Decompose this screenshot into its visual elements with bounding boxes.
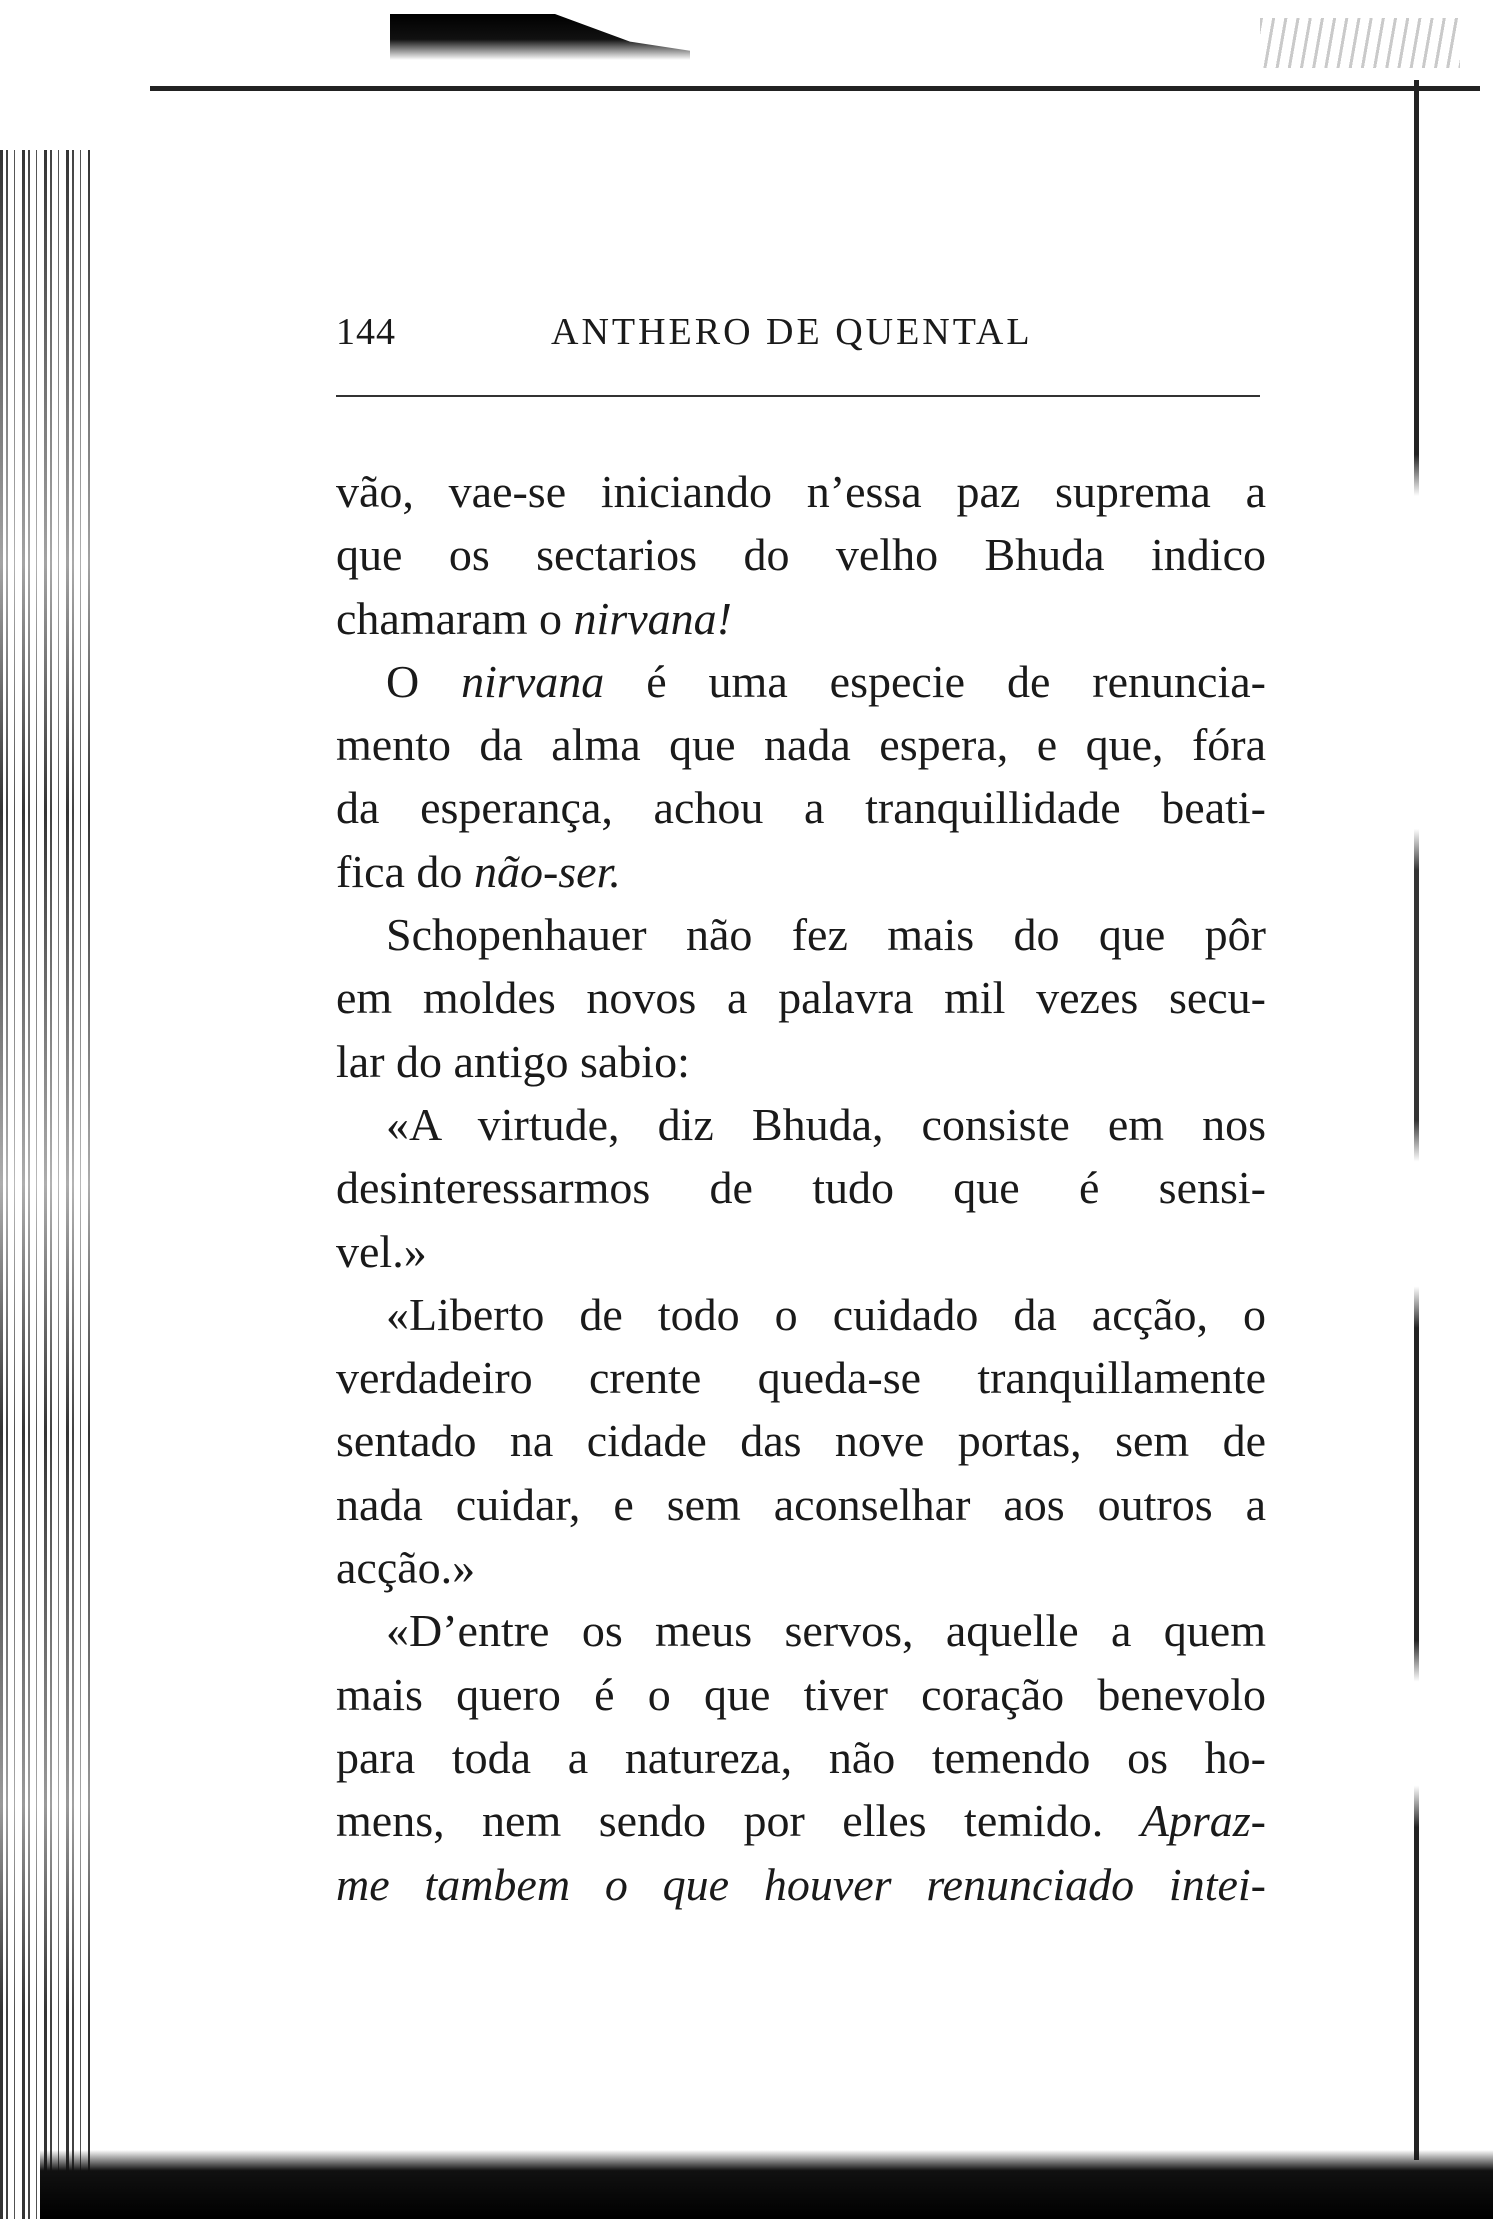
text-line	[336, 1473, 1266, 1536]
text-line	[336, 1726, 1266, 1789]
text-segment: lar do antigo sabio:	[336, 1035, 690, 1087]
text-line	[336, 1663, 1266, 1726]
italic-segment: Apraz-	[1140, 1795, 1266, 1847]
text-line	[336, 1789, 1266, 1852]
text-line	[336, 1093, 1266, 1156]
header-rule	[336, 395, 1260, 397]
scan-right-edge	[1414, 80, 1419, 2160]
running-head	[336, 310, 1256, 360]
scan-top-smudge	[390, 14, 690, 60]
italic-segment: nirvana!	[573, 592, 732, 644]
text-line	[336, 1283, 1266, 1346]
text-segment: «D’entre os meus servos, aquelle a quem	[386, 1605, 1266, 1657]
text-line	[336, 1536, 1266, 1599]
text-line	[336, 650, 1266, 713]
text-line	[336, 460, 1266, 523]
text-line	[336, 1156, 1266, 1219]
text-segment: em moldes novos a palavra mil vezes secu-	[336, 972, 1266, 1024]
text-line	[336, 1599, 1266, 1662]
scan-bottom-edge	[40, 2150, 1493, 2219]
text-segment: verdadeiro crente queda-se tranquillamente	[336, 1352, 1266, 1404]
scan-left-edge	[0, 150, 90, 2219]
text-line	[336, 966, 1266, 1029]
text-line	[336, 713, 1266, 776]
italic-segment: me tambem o que houver renunciado intei-	[336, 1858, 1266, 1910]
text-line	[336, 903, 1266, 966]
text-line	[336, 523, 1266, 586]
text-segment: vão, vae-se iniciando n’essa paz suprema a	[336, 466, 1266, 517]
italic-segment: não-ser.	[473, 845, 621, 897]
text-segment: O	[386, 655, 462, 707]
text-line	[336, 776, 1266, 839]
text-segment: desinteressarmos de tudo que é sensi-	[336, 1162, 1266, 1214]
text-line	[336, 1220, 1266, 1283]
text-segment: chamaram o	[336, 592, 574, 644]
scan-top-line	[150, 86, 1480, 91]
text-segment: mais quero é o que tiver coração benevolo	[336, 1668, 1266, 1720]
text-segment: que os sectarios do velho Bhuda indico	[336, 529, 1266, 581]
text-line	[336, 587, 1266, 650]
text-segment: é uma especie de renuncia-	[604, 655, 1266, 707]
text-segment: da esperança, achou a tranquillidade beati-	[336, 782, 1266, 834]
text-line	[336, 840, 1266, 903]
text-segment: mento da alma que nada espera, e que, fóra	[336, 719, 1266, 771]
italic-segment: nirvana	[461, 655, 605, 707]
text-line	[336, 1346, 1266, 1409]
text-segment: para toda a natureza, não temendo os ho-	[336, 1731, 1266, 1783]
text-line	[336, 1409, 1266, 1472]
text-segment: mens, nem sendo por elles temido.	[336, 1795, 1141, 1847]
text-segment: acção.»	[336, 1542, 476, 1594]
text-segment: fica do	[336, 845, 474, 897]
text-segment: Schopenhauer não fez mais do que pôr	[386, 909, 1266, 961]
scan-top-right-mark	[1260, 18, 1460, 68]
text-segment: «Liberto de todo o cuidado da acção, o	[386, 1288, 1266, 1340]
text-segment: nada cuidar, e sem aconselhar aos outros a	[336, 1478, 1266, 1530]
text-segment: vel.»	[336, 1225, 427, 1277]
page-number: 144	[336, 311, 396, 353]
text-line	[336, 1030, 1266, 1093]
text-segment: «A virtude, diz Bhuda, consiste em nos	[386, 1098, 1266, 1150]
text-line	[336, 1853, 1266, 1916]
text-segment: sentado na cidade das nove portas, sem de	[336, 1415, 1266, 1467]
body-text	[336, 460, 1266, 1916]
running-title: ANTHERO DE QUENTAL	[551, 311, 1033, 353]
